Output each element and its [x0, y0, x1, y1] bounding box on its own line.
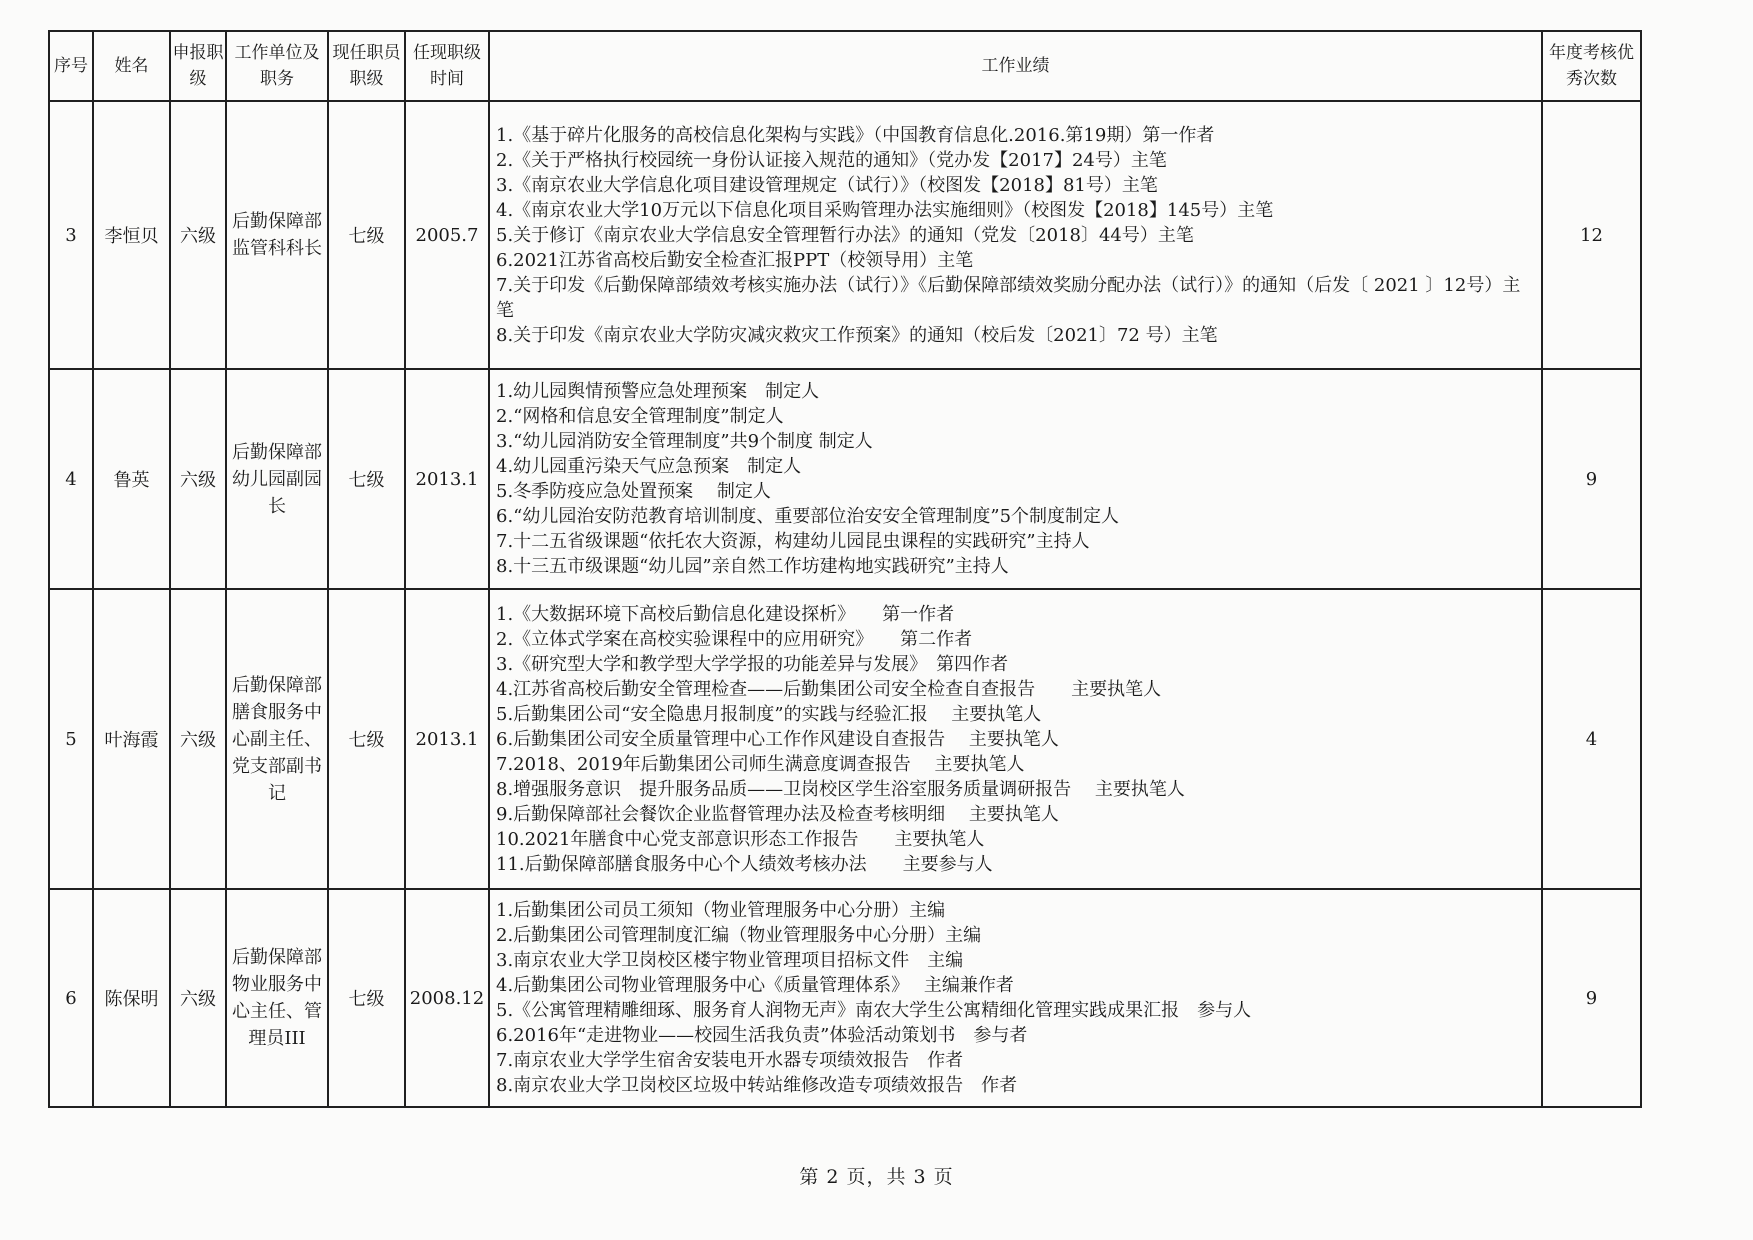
achievement-item: 4.后勤集团公司物业管理服务中心《质量管理体系》 主编兼作者 — [496, 975, 1014, 996]
achievement-item: 2.“网格和信息安全管理制度”制定人 — [496, 406, 784, 427]
achievement-item: 9.后勤保障部社会餐饮企业监督管理办法及检查考核明细 主要执笔人 — [496, 803, 1059, 825]
cell-name: 鲁英 — [93, 369, 170, 589]
achievement-item: 1.幼儿园舆情预警应急处理预案 制定人 — [496, 381, 820, 402]
achievement-item: 1.《基于碎片化服务的高校信息化架构与实践》（中国教育信息化.2016.第19期）第一作者 — [496, 124, 1215, 146]
cell-current-level: 七级 — [328, 589, 405, 889]
cell-unit: 后勤保障部膳食服务中心副主任、党支部副书记 — [226, 589, 328, 889]
cell-since: 2013.1 — [405, 369, 489, 589]
achievement-item: 4.《南京农业大学10万元以下信息化项目采购管理办法实施细则》（校图发【2018】145号）主笔 — [496, 199, 1274, 221]
header-since: 任现职级时间 — [405, 31, 489, 101]
achievement-item: 6.2016年“走进物业——校园生活我负责”体验活动策划书 参与者 — [496, 1025, 1028, 1046]
header-achievements: 工作业绩 — [489, 31, 1542, 101]
achievement-item: 3.“幼儿园消防安全管理制度”共9个制度 制定人 — [496, 431, 873, 452]
achievement-item: 3.《研究型大学和教学型大学学报的功能差异与发展》 第四作者 — [496, 653, 1009, 675]
cell-apply-level: 六级 — [170, 889, 226, 1107]
table-row — [49, 889, 1641, 1107]
cell-excellent: 12 — [1542, 101, 1641, 369]
cell-since: 2013.1 — [405, 589, 489, 889]
achievement-item: 11.后勤保障部膳食服务中心个人绩效考核办法 主要参与人 — [496, 853, 993, 875]
cell-current-level: 七级 — [328, 369, 405, 589]
achievement-item: 4.幼儿园重污染天气应急预案 制定人 — [496, 456, 802, 477]
header-seq: 序号 — [49, 31, 93, 101]
cell-excellent: 9 — [1542, 889, 1641, 1107]
header-current-level: 现任职员职级 — [328, 31, 405, 101]
cell-excellent: 4 — [1542, 589, 1641, 889]
cell-name: 叶海霞 — [93, 589, 170, 889]
achievement-item: 8.关于印发《南京农业大学防灾减灾救灾工作预案》的通知（校后发〔2021〕72 号）主笔 — [496, 324, 1218, 346]
cell-seq: 4 — [49, 369, 93, 589]
cell-name: 陈保明 — [93, 889, 170, 1107]
candidate-table — [48, 30, 1642, 1108]
cell-apply-level: 六级 — [170, 589, 226, 889]
cell-current-level: 七级 — [328, 101, 405, 369]
cell-since: 2008.12 — [405, 889, 489, 1107]
achievement-item: 7.十二五省级课题“依托农大资源，构建幼儿园昆虫课程的实践研究”主持人 — [496, 531, 1090, 552]
achievement-item: 5.后勤集团公司“安全隐患月报制度”的实践与经验汇报 主要执笔人 — [496, 703, 1042, 725]
header-apply-level: 申报职级 — [170, 31, 226, 101]
achievement-item: 10.2021年膳食中心党支部意识形态工作报告 主要执笔人 — [496, 828, 985, 850]
achievement-item: 6.2021江苏省高校后勤安全检查汇报PPT（校领导用）主笔 — [496, 249, 974, 271]
achievement-item: 6.“幼儿园治安防范教育培训制度、重要部位治安安全管理制度”5个制度制定人 — [496, 506, 1120, 527]
achievement-item: 7.关于印发《后勤保障部绩效考核实施办法（试行）》《后勤保障部绩效奖励分配办法（试行）》的通知（后发〔 2021 〕12号）主笔 — [496, 274, 1521, 321]
cell-unit: 后勤保障部物业服务中心主任、管理员III — [226, 889, 328, 1107]
achievement-item: 4.江苏省高校后勤安全管理检查——后勤集团公司安全检查自查报告 主要执笔人 — [496, 678, 1162, 700]
cell-seq: 6 — [49, 889, 93, 1107]
achievement-item: 5.《公寓管理精雕细琢、服务育人润物无声》南农大学生公寓精细化管理实践成果汇报 参与人 — [496, 1000, 1252, 1021]
cell-unit: 后勤保障部监管科科长 — [226, 101, 328, 369]
cell-achievements — [489, 589, 1542, 889]
achievement-item: 2.《关于严格执行校园统一身份认证接入规范的通知》（党办发【2017】24号）主笔 — [496, 149, 1167, 171]
cell-apply-level: 六级 — [170, 369, 226, 589]
cell-apply-level: 六级 — [170, 101, 226, 369]
cell-excellent: 9 — [1542, 369, 1641, 589]
achievement-item: 8.十三五市级课题“幼儿园”亲自然工作坊建构地实践研究”主持人 — [496, 556, 1009, 577]
achievement-item: 2.后勤集团公司管理制度汇编（物业管理服务中心分册）主编 — [496, 925, 982, 946]
achievement-item: 6.后勤集团公司安全质量管理中心工作作风建设自查报告 主要执笔人 — [496, 728, 1059, 750]
cell-unit: 后勤保障部幼儿园副园长 — [226, 369, 328, 589]
achievement-item: 5.冬季防疫应急处置预案 制定人 — [496, 481, 771, 502]
table-row — [49, 589, 1641, 889]
document-page — [48, 30, 1640, 1108]
cell-seq: 5 — [49, 589, 93, 889]
cell-achievements — [489, 889, 1542, 1107]
cell-name: 李恒贝 — [93, 101, 170, 369]
cell-seq: 3 — [49, 101, 93, 369]
achievement-item: 7.南京农业大学学生宿舍安装电开水器专项绩效报告 作者 — [496, 1050, 964, 1071]
page-number: 第 2 页，共 3 页 — [799, 1166, 954, 1188]
header-row — [49, 31, 1641, 101]
achievement-item: 1.后勤集团公司员工须知（物业管理服务中心分册）主编 — [496, 900, 946, 921]
table-row — [49, 101, 1641, 369]
achievement-item: 1.《大数据环境下高校后勤信息化建设探析》 第一作者 — [496, 603, 955, 625]
cell-achievements — [489, 369, 1542, 589]
achievement-item: 2.《立体式学案在高校实验课程中的应用研究》 第二作者 — [496, 628, 973, 650]
cell-achievements — [489, 101, 1542, 369]
table-row — [49, 369, 1641, 589]
header-name: 姓名 — [93, 31, 170, 101]
achievement-item: 7.2018、2019年后勤集团公司师生满意度调查报告 主要执笔人 — [496, 753, 1025, 775]
cell-since: 2005.7 — [405, 101, 489, 369]
header-excellent: 年度考核优秀次数 — [1542, 31, 1641, 101]
achievement-item: 3.南京农业大学卫岗校区楼宇物业管理项目招标文件 主编 — [496, 950, 964, 971]
cell-current-level: 七级 — [328, 889, 405, 1107]
achievement-item: 5.关于修订《南京农业大学信息安全管理暂行办法》的通知（党发〔2018〕44号）主笔 — [496, 224, 1194, 246]
achievement-item: 8.南京农业大学卫岗校区垃圾中转站维修改造专项绩效报告 作者 — [496, 1075, 1018, 1096]
achievement-item: 3.《南京农业大学信息化项目建设管理规定（试行）》（校图发【2018】81号）主笔 — [496, 174, 1158, 196]
achievement-item: 8.增强服务意识 提升服务品质——卫岗校区学生浴室服务质量调研报告 主要执笔人 — [496, 778, 1185, 800]
header-unit: 工作单位及职务 — [226, 31, 328, 101]
